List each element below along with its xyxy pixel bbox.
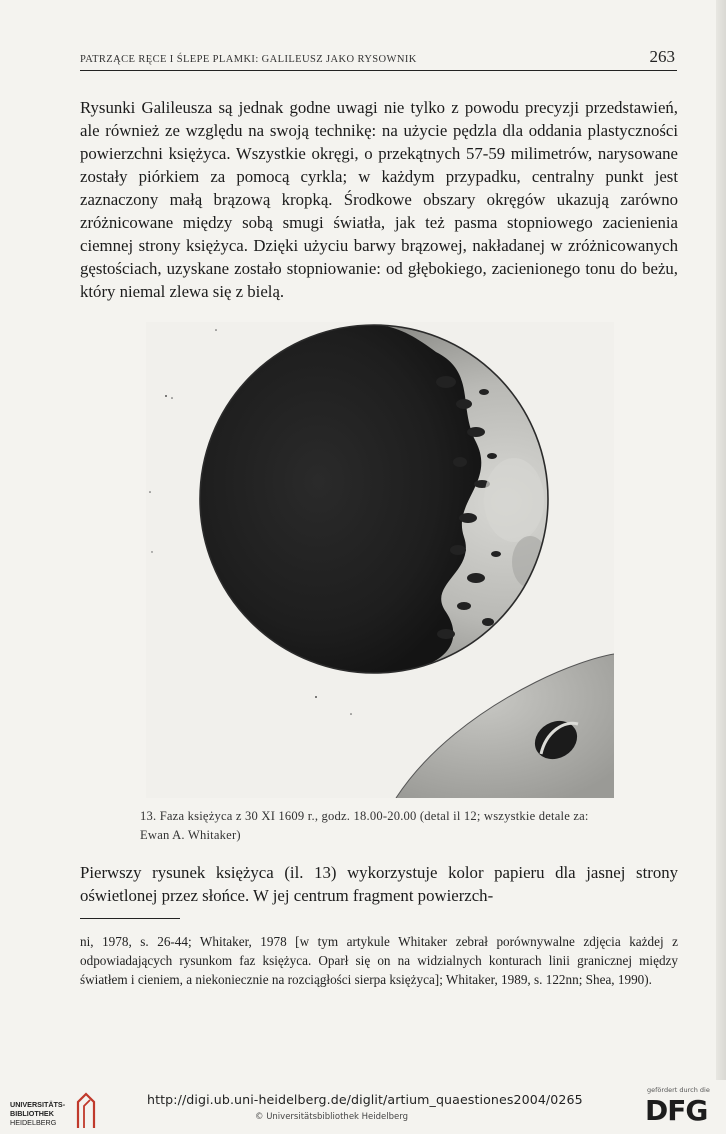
dfg-wordmark: DFG: [645, 1094, 708, 1127]
library-logo[interactable]: [10, 1086, 105, 1132]
body-paragraph-2: Pierwszy rysunek księżyca (il. 13) wykorzystuje kolor papieru dla jasnej strony oświetlonej przez słońce. W jej centrum fragment powierzch-: [80, 863, 678, 905]
digitization-footer: [0, 1080, 726, 1134]
moon-drawing-figure: [146, 322, 614, 798]
footnote: ni, 1978, s. 26-44; Whitaker, 1978 [w tym artykule Whitaker zebrał porównywalne zdjęcia każdej z odpowiadających rysunkom faz księżyca. Oparł się on na widzialnych konturach linii granicznej między światłem i cieniem, a niekoniecznie na rozciągłości sierpa księżyca]; Whitaker, 1989, s. 122nn; Shea, 1990).: [80, 934, 678, 987]
running-title: PATRZĄCE RĘCE I ŚLEPE PLAMKI: GALILEUSZ JAKO RYSOWNIK: [80, 54, 417, 65]
body-paragraph-1: Rysunki Galileusza są jednak godne uwagi nie tylko z powodu precyzji przedstawień, ale również ze względu na swoją technikę: na użycie pędzla dla oddania plastyczności powierzchni księżyca. Wszystkie okręgi, o przekątnych 57-59 milimetrów, narysowane zostały piórkiem za pomocą cyrkla; w każdym przypadku, centralny punkt jest zaznaczony małą brązową kropką. Środkowe obszary okręgów ukazują zarówno zróżnicowane między sobą smugi światła, jak też pasma stopniowego zacienienia ciemnej strony księżyca. Dzięki użyciu barwy brązowej, nakładanej w zróżnicowanych gęstościach, uzyskane zostało stopniowanie: od głębokiego, zacienionego tonu do beżu, który niemal zlewa się z bielą.: [80, 98, 678, 301]
figure-caption: 13. Faza księżyca z 30 XI 1609 r., godz. 18.00-20.00 (detal il 12; wszystkie detale za: Ewan A. Whitaker): [140, 809, 589, 842]
dfg-logo[interactable]: [643, 1086, 715, 1130]
source-url-link[interactable]: http://digi.ub.uni-heidelberg.de/diglit/artium_quaestiones2004/0265: [147, 1092, 583, 1107]
library-line-2: BIBLIOTHEK: [10, 1109, 54, 1118]
library-mark-icon: [70, 1090, 102, 1130]
footnote-divider: [80, 918, 180, 919]
running-head: [80, 48, 677, 71]
funded-by-label: gefördert durch die: [647, 1086, 710, 1094]
library-line-3: HEIDELBERG: [10, 1118, 57, 1127]
moon-drawing-image: [146, 322, 614, 798]
library-name: [10, 1100, 65, 1127]
page-edge: [716, 0, 726, 1134]
page-number: 263: [649, 47, 675, 66]
copyright-notice: © Universitätsbibliothek Heidelberg: [255, 1112, 409, 1122]
library-line-1: UNIVERSITÄTS-: [10, 1100, 66, 1109]
